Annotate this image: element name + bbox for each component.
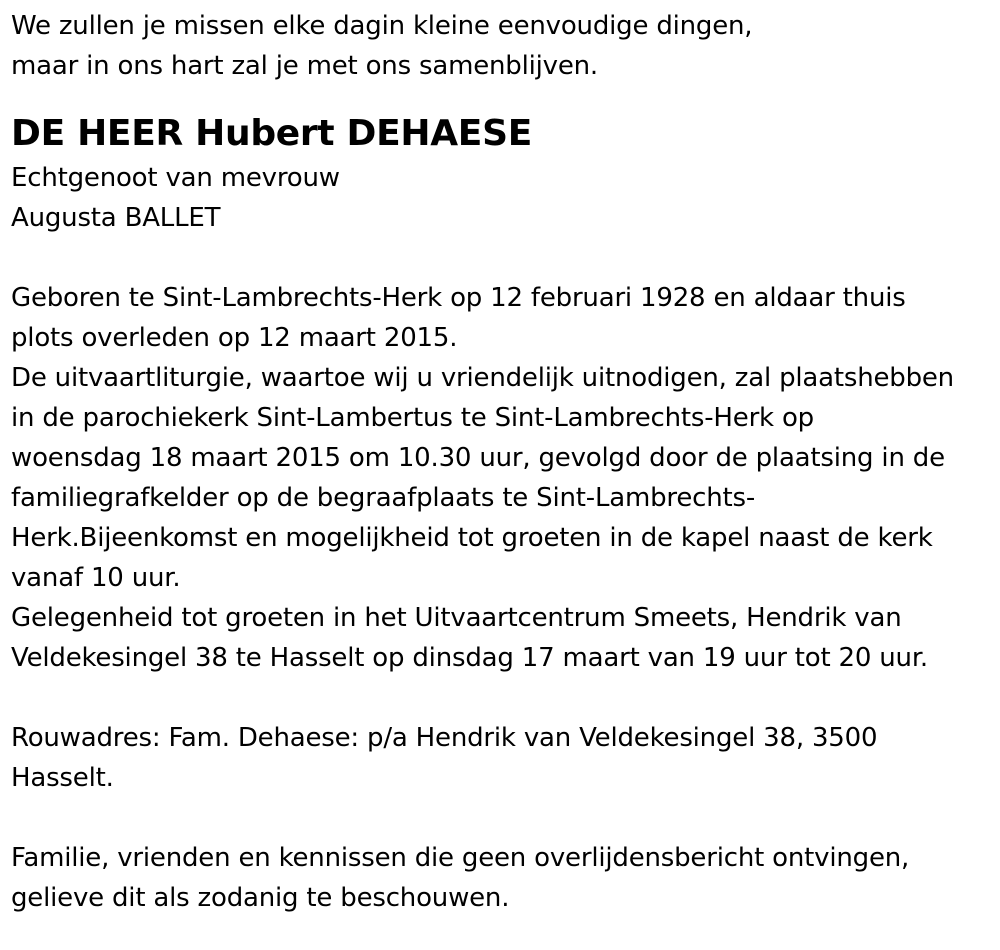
announcement-line: plots overleden op 12 maart 2015. xyxy=(11,323,458,353)
spacer xyxy=(11,86,996,108)
announcement-line: Veldekesingel 38 te Hasselt op dinsdag 17 maart van 19 uur tot 20 uur. xyxy=(11,643,928,673)
closing-line: gelieve dit als zodanig te beschouwen. xyxy=(11,883,510,913)
address-line: Hasselt. xyxy=(11,763,114,793)
obituary-notice xyxy=(11,6,996,918)
announcement-line: De uitvaartliturgie, waartoe wij u vriendelijk uitnodigen, zal plaatshebben xyxy=(11,363,954,393)
closing-note xyxy=(11,838,996,918)
poem-line: maar in ons hart zal je met ons samenblijven. xyxy=(11,51,598,81)
spacer xyxy=(11,678,996,718)
announcement-line: Herk.Bijeenkomst en mogelijkheid tot groeten in de kapel naast de kerk xyxy=(11,523,933,553)
spouse-line: Echtgenoot van mevrouw xyxy=(11,163,340,193)
spacer xyxy=(11,238,996,278)
spouse-name: Augusta BALLET xyxy=(11,203,221,233)
mourning-address xyxy=(11,718,996,798)
deceased-name: DE HEER Hubert DEHAESE xyxy=(11,113,532,154)
poem-line: We zullen je missen elke dagin kleine eenvoudige dingen, xyxy=(11,11,753,41)
announcement-line: Gelegenheid tot groeten in het Uitvaartcentrum Smeets, Hendrik van xyxy=(11,603,902,633)
spacer xyxy=(11,798,996,838)
announcement-line: in de parochiekerk Sint-Lambertus te Sint-Lambrechts-Herk op xyxy=(11,403,814,433)
announcement-line: woensdag 18 maart 2015 om 10.30 uur, gevolgd door de plaatsing in de xyxy=(11,443,945,473)
announcement-line: familiegrafkelder op de begraafplaats te Sint-Lambrechts- xyxy=(11,483,756,513)
closing-line: Familie, vrienden en kennissen die geen overlijdensbericht ontvingen, xyxy=(11,843,910,873)
address-line: Rouwadres: Fam. Dehaese: p/a Hendrik van Veldekesingel 38, 3500 xyxy=(11,723,878,753)
announcement-line: Geboren te Sint-Lambrechts-Herk op 12 februari 1928 en aldaar thuis xyxy=(11,283,906,313)
announcement-paragraph xyxy=(11,278,996,678)
poem xyxy=(11,6,996,86)
announcement-line: vanaf 10 uur. xyxy=(11,563,181,593)
